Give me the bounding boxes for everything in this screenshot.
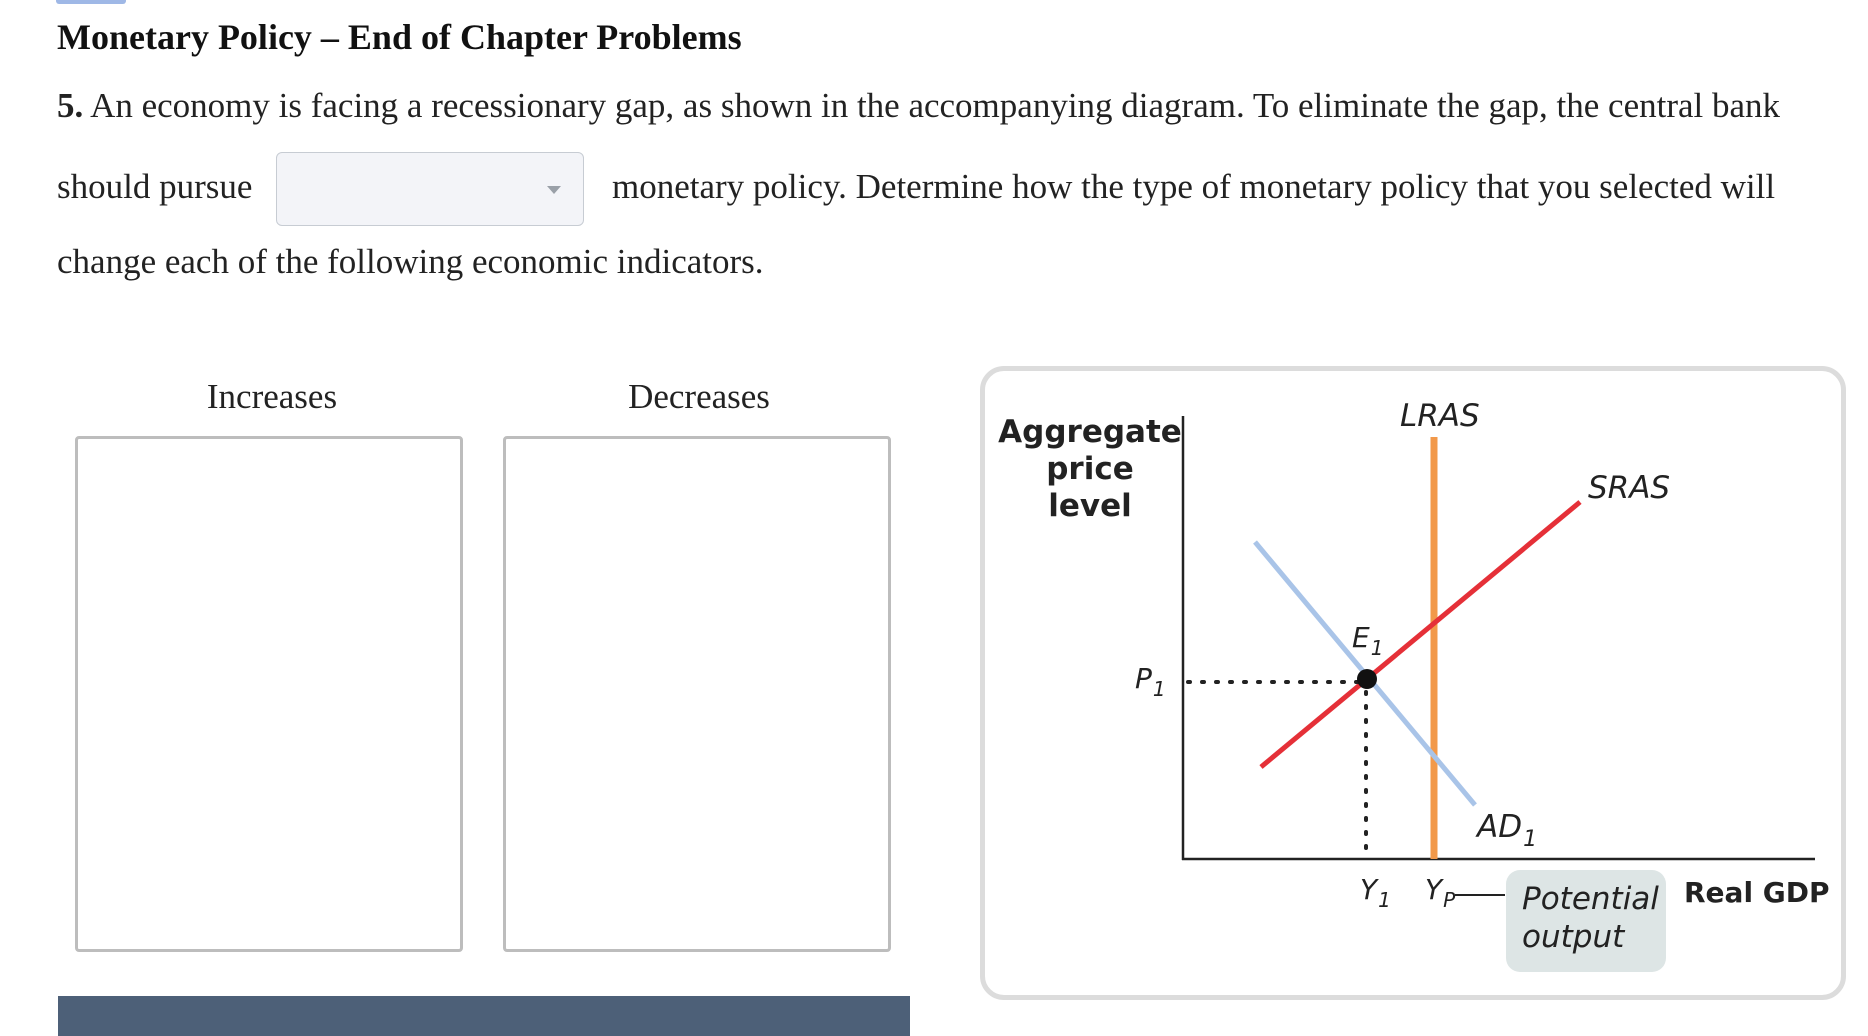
y-axis-label-1: Aggregate [998,414,1182,450]
diagram-card [980,366,1846,1000]
yp-label: $Y_P$ [1425,873,1456,912]
y1-label: $Y_1$ [1360,873,1391,912]
as-ad-diagram [985,371,1841,995]
top-accent-bar [56,0,126,4]
equilibrium-point-e1 [1357,669,1377,689]
output-label: output [1522,919,1625,955]
chevron-down-icon [547,186,561,194]
e1-label: $E_1$ [1352,621,1384,660]
increases-drop-zone[interactable] [75,436,463,952]
sras-label: SRAS [1588,470,1671,506]
y-axis-label-3: level [1048,488,1132,524]
p1-label: $P_1$ [1135,662,1166,701]
question-line-2b: monetary policy. Determine how the type of monetary policy that you selected will [612,167,1776,206]
question-line-1 [57,86,1780,126]
ad1-label: $AD_1$ [1477,809,1538,852]
lras-label: LRAS [1400,398,1480,434]
policy-type-dropdown[interactable] [276,152,584,226]
decreases-drop-zone[interactable] [503,436,891,952]
x-axis-label: Real GDP [1684,876,1830,909]
question-line-2a: should pursue [57,167,253,206]
question-line-3: change each of the following economic indicators. [57,242,764,281]
y-axis-label-2: price [1046,451,1134,487]
potential-label: Potential [1522,881,1659,917]
question-text-1: An economy is facing a recessionary gap, as shown in the accompanying diagram. To eliminate the gap, the central bank [83,86,1781,125]
decreases-label: Decreases [628,377,770,416]
sras-curve [1261,502,1580,767]
increases-label: Increases [206,377,338,416]
question-number: 5. [57,86,84,125]
answer-bank-bar[interactable] [58,996,910,1036]
page-title: Monetary Policy – End of Chapter Problems [57,17,742,57]
